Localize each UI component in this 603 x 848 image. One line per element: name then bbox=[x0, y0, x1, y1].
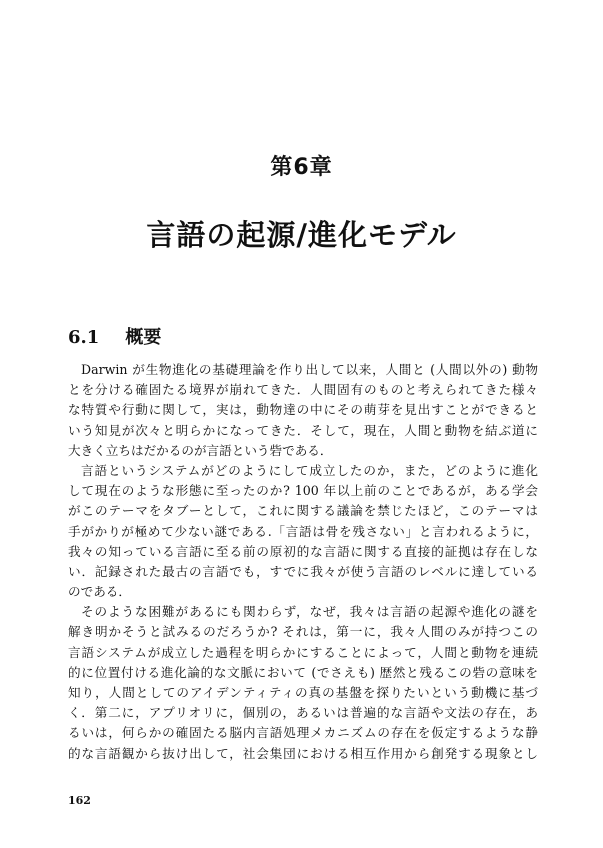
section-number: 6.1 bbox=[68, 327, 100, 348]
text-line: い．記録された最古の言語でも，すでに我々が使う言語のレベルに達している bbox=[68, 563, 538, 579]
text-line: るいは，何らかの確固たる脳内言語処理メカニズムの存在を仮定するような静 bbox=[68, 725, 538, 741]
text-line: そのような困難があるにも関わらず，なぜ，我々は言語の起源や進化の謎を bbox=[81, 604, 538, 620]
body-text bbox=[68, 360, 538, 764]
chapter-title: 言語の起源/進化モデル bbox=[146, 218, 457, 252]
text-line: がこのテーマをタブーとして，これに関する議論を禁じたほど，このテーマは bbox=[68, 503, 538, 519]
text-line: いう知見が次々と明らかになってきた．そして，現在，人間と動物を結ぶ道に bbox=[68, 422, 538, 438]
text-line: 的に位置付ける進化論的な文脈において (でさえも) 歴然と残るこの砦の意味を bbox=[68, 664, 538, 680]
text-line: な特質や行動に関して，実は，動物達の中にその萌芽を見出すことができると bbox=[68, 402, 538, 418]
page-number: 162 bbox=[68, 794, 91, 807]
text-line: 大きく立ちはだかるのが言語という砦である． bbox=[68, 442, 333, 458]
text-line: 手がかりが極めて少ない謎である.「言語は骨を残さない」と言われるように， bbox=[68, 523, 538, 539]
text-line: して現在のような形態に至ったのか? 100 年以上前のことであるが，ある学会 bbox=[68, 483, 538, 499]
text-line: 言語というシステムがどのようにして成立したのか，また，どのように進化 bbox=[81, 462, 538, 478]
text-line: とを分ける確固たる境界が崩れてきた．人間固有のものと考えられてきた様々 bbox=[68, 382, 538, 398]
text-line: のである． bbox=[68, 584, 131, 600]
text-line: 言語システムが成立した過程を明らかにすることによって，人間と動物を連続 bbox=[68, 644, 538, 660]
text-line: 知り，人間としてのアイデンティティの真の基盤を探りたいという動機に基づ bbox=[68, 685, 538, 700]
chapter-label: 第6章 bbox=[270, 155, 333, 180]
text-line: 解き明かそうと試みるのだろうか? それは，第一に，我々人間のみが持つこの bbox=[68, 624, 538, 640]
text-line: 我々の知っている言語に至る前の原初的な言語に関する直接的証拠は存在しな bbox=[68, 543, 538, 559]
section-heading bbox=[68, 323, 161, 349]
section-title: 概要 bbox=[125, 327, 162, 348]
text-line: Darwin が生物進化の基礎理論を作り出して以来，人間と (人間以外の) 動物 bbox=[81, 362, 538, 377]
text-line: 的な言語観から抜け出して，社会集団における相互作用から創発する現象とし bbox=[68, 745, 538, 761]
text-line: く．第二に，アプリオリに，個別の，あるいは普遍的な言語や文法の存在，あ bbox=[68, 705, 538, 721]
